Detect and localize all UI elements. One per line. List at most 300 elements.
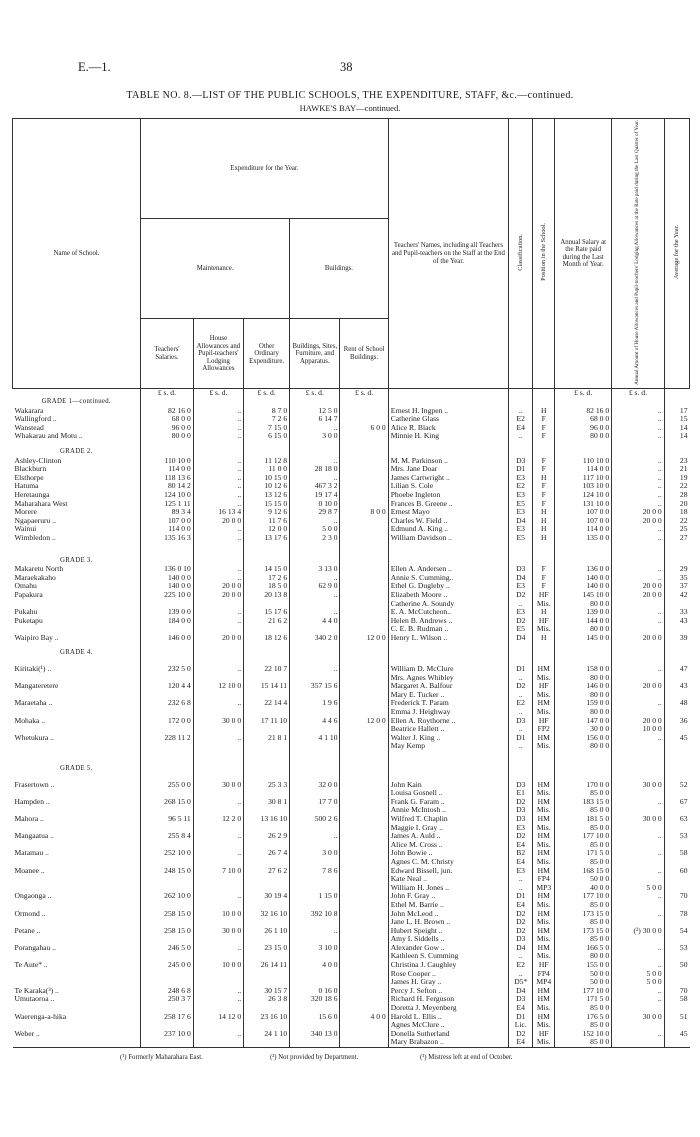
page-number: 38 bbox=[340, 60, 353, 74]
buildings-expenditure: 3 10 0 bbox=[290, 944, 340, 953]
teacher-name: Catherine A. Soundy bbox=[388, 600, 508, 609]
annual-salary: 145 10 0 bbox=[555, 591, 612, 600]
position: Mis. bbox=[533, 789, 555, 798]
school-name bbox=[13, 1021, 141, 1030]
buildings-expenditure: 15 6 0 bbox=[290, 1013, 340, 1022]
average-attendance: 52 bbox=[664, 781, 689, 790]
other-expenditure bbox=[244, 884, 290, 893]
school-row bbox=[13, 944, 690, 953]
house-allowance: .. bbox=[193, 457, 243, 466]
annual-allowance: 30 0 0 bbox=[612, 1013, 665, 1022]
position: F bbox=[533, 582, 555, 591]
school-name bbox=[13, 742, 141, 751]
annual-allowance: .. bbox=[612, 665, 665, 674]
salaries bbox=[141, 952, 194, 961]
annual-salary: 159 0 0 bbox=[555, 699, 612, 708]
classification: D2 bbox=[509, 910, 533, 919]
other-expenditure bbox=[244, 858, 290, 867]
position: HF bbox=[533, 717, 555, 726]
teacher-name: Lilian S. Cole bbox=[388, 482, 508, 491]
school-name bbox=[13, 708, 141, 717]
house-allowance bbox=[193, 858, 243, 867]
buildings-expenditure: .. bbox=[290, 608, 340, 617]
spacer-row bbox=[13, 642, 690, 649]
other-expenditure bbox=[244, 824, 290, 833]
school-name: Maharahara West bbox=[14, 499, 68, 508]
annual-allowance: 5 0 0 bbox=[612, 970, 665, 979]
col-rent: Rent of School Buildings. bbox=[340, 319, 388, 389]
teacher-name: William D. McClure bbox=[388, 665, 508, 674]
classification: D2 bbox=[509, 1030, 533, 1039]
average-attendance bbox=[664, 858, 689, 867]
school-name bbox=[13, 884, 141, 893]
house-allowance bbox=[193, 875, 243, 884]
teacher-name: Walter J. King .. bbox=[388, 734, 508, 743]
rent bbox=[340, 482, 388, 491]
buildings-expenditure: 1 9 6 bbox=[290, 699, 340, 708]
grade-heading: GRADE 4. bbox=[60, 649, 93, 657]
annual-salary: 177 10 0 bbox=[555, 987, 612, 996]
annual-allowance: .. bbox=[612, 892, 665, 901]
school-name: Blackburn bbox=[14, 465, 47, 474]
classification: D2 bbox=[509, 798, 533, 807]
school-row bbox=[13, 465, 690, 474]
average-attendance: 35 bbox=[664, 574, 689, 583]
salaries bbox=[141, 858, 194, 867]
other-expenditure: 15 17 6 bbox=[244, 608, 290, 617]
buildings-expenditure bbox=[290, 625, 340, 634]
average-attendance bbox=[664, 625, 689, 634]
school-row bbox=[13, 832, 690, 841]
average-attendance: 51 bbox=[664, 1013, 689, 1022]
buildings-expenditure: 500 2 6 bbox=[290, 815, 340, 824]
house-allowance: .. bbox=[193, 987, 243, 996]
salaries: 124 10 0 bbox=[141, 491, 194, 500]
other-expenditure: 13 17 6 bbox=[244, 534, 290, 543]
salaries: 139 0 0 bbox=[141, 608, 194, 617]
annual-allowance bbox=[612, 901, 665, 910]
position: H bbox=[533, 517, 555, 526]
school-row bbox=[13, 927, 690, 936]
salaries bbox=[141, 674, 194, 683]
position: F bbox=[533, 424, 555, 433]
other-expenditure: 24 1 10 bbox=[244, 1030, 290, 1039]
annual-salary: 135 0 0 bbox=[555, 534, 612, 543]
rent bbox=[340, 841, 388, 850]
salaries bbox=[141, 625, 194, 634]
house-allowance: .. bbox=[193, 892, 243, 901]
school-row bbox=[13, 682, 690, 691]
buildings-expenditure: 19 17 4 bbox=[290, 491, 340, 500]
school-name: Kiritaki(¹) .. bbox=[14, 665, 52, 674]
classification: D3 bbox=[509, 815, 533, 824]
annual-allowance: .. bbox=[612, 465, 665, 474]
annual-salary: 50 0 0 bbox=[555, 978, 612, 987]
buildings-expenditure: 392 10 8 bbox=[290, 910, 340, 919]
annual-salary: 80 0 0 bbox=[555, 600, 612, 609]
other-expenditure: 14 15 0 bbox=[244, 565, 290, 574]
buildings-expenditure bbox=[290, 789, 340, 798]
school-name: Maraetaha .. bbox=[14, 699, 53, 708]
annual-allowance: 20 0 0 bbox=[612, 517, 665, 526]
annual-salary: 85 0 0 bbox=[555, 789, 612, 798]
buildings-expenditure: 1 15 0 bbox=[290, 892, 340, 901]
house-allowance bbox=[193, 884, 243, 893]
average-attendance: 23 bbox=[664, 457, 689, 466]
rent bbox=[340, 875, 388, 884]
teacher-name: Mary E. Tucker .. bbox=[388, 691, 508, 700]
buildings-expenditure: 6 14 7 bbox=[290, 415, 340, 424]
teacher-name: John McLeod .. bbox=[388, 910, 508, 919]
average-attendance bbox=[664, 1038, 689, 1047]
school-name: Mohaka .. bbox=[14, 716, 46, 725]
buildings-expenditure: .. bbox=[290, 832, 340, 841]
buildings-expenditure bbox=[290, 858, 340, 867]
annual-allowance bbox=[612, 806, 665, 815]
school-row bbox=[13, 474, 690, 483]
house-allowance: .. bbox=[193, 474, 243, 483]
teacher-name: Edmund A. King .. bbox=[388, 525, 508, 534]
house-allowance bbox=[193, 918, 243, 927]
salaries bbox=[141, 884, 194, 893]
teacher-name: John F. Gray .. bbox=[388, 892, 508, 901]
annual-allowance: .. bbox=[612, 491, 665, 500]
annual-salary: 85 0 0 bbox=[555, 901, 612, 910]
average-attendance: 50 bbox=[664, 961, 689, 970]
annual-allowance bbox=[612, 600, 665, 609]
other-expenditure: 7 2 6 bbox=[244, 415, 290, 424]
annual-salary: 170 0 0 bbox=[555, 781, 612, 790]
school-row bbox=[13, 995, 690, 1004]
school-name bbox=[13, 901, 141, 910]
house-allowance bbox=[193, 674, 243, 683]
average-attendance: 22 bbox=[664, 517, 689, 526]
buildings-expenditure: 3 0 0 bbox=[290, 849, 340, 858]
salaries bbox=[141, 970, 194, 979]
other-expenditure: 6 15 0 bbox=[244, 432, 290, 441]
classification: E5 bbox=[509, 500, 533, 509]
house-allowance: 14 12 0 bbox=[193, 1013, 243, 1022]
average-attendance bbox=[664, 875, 689, 884]
rent bbox=[340, 565, 388, 574]
classification: E3 bbox=[509, 525, 533, 534]
annual-salary: 114 0 0 bbox=[555, 465, 612, 474]
position: H bbox=[533, 508, 555, 517]
school-row bbox=[13, 491, 690, 500]
rent bbox=[340, 682, 388, 691]
school-name: Waipiro Bay .. bbox=[14, 633, 59, 642]
rent bbox=[340, 582, 388, 591]
other-expenditure: 26 2 9 bbox=[244, 832, 290, 841]
other-expenditure: 27 6 2 bbox=[244, 867, 290, 876]
school-name: Wainui bbox=[14, 525, 37, 534]
average-attendance bbox=[664, 884, 689, 893]
house-allowance bbox=[193, 1004, 243, 1013]
rent bbox=[340, 987, 388, 996]
position: HM bbox=[533, 781, 555, 790]
annual-allowance: .. bbox=[612, 608, 665, 617]
average-attendance: 17 bbox=[664, 407, 689, 416]
salaries: 225 10 0 bbox=[141, 591, 194, 600]
rent bbox=[340, 935, 388, 944]
buildings-expenditure bbox=[290, 708, 340, 717]
teacher-name: John Bowie .. bbox=[388, 849, 508, 858]
currency-label: £ s. d. bbox=[141, 389, 194, 398]
house-allowance bbox=[193, 708, 243, 717]
buildings-expenditure bbox=[290, 901, 340, 910]
rent bbox=[340, 884, 388, 893]
school-name bbox=[13, 674, 141, 683]
classification: D1 bbox=[509, 892, 533, 901]
other-expenditure bbox=[244, 952, 290, 961]
annual-salary: 145 0 0 bbox=[555, 634, 612, 643]
buildings-expenditure bbox=[290, 918, 340, 927]
classification: D3 bbox=[509, 781, 533, 790]
spacer-row bbox=[13, 758, 690, 765]
salaries bbox=[141, 935, 194, 944]
classification: E3 bbox=[509, 508, 533, 517]
school-name: Porangahau .. bbox=[14, 943, 57, 952]
annual-salary: 40 0 0 bbox=[555, 884, 612, 893]
classification: E5 bbox=[509, 625, 533, 634]
other-expenditure: 26 14 11 bbox=[244, 961, 290, 970]
rent bbox=[340, 978, 388, 987]
annual-salary: 173 15 0 bbox=[555, 927, 612, 936]
average-attendance: 42 bbox=[664, 591, 689, 600]
teacher-name: M. M. Parkinson .. bbox=[388, 457, 508, 466]
col-annual-allowances: Annual Amount of House Allowances and Pupil-teachers' Lodging Allowances at the Rate paid during the Last Quarter of Year. bbox=[612, 119, 665, 389]
rent bbox=[340, 789, 388, 798]
classification: D1 bbox=[509, 734, 533, 743]
classification: E3 bbox=[509, 608, 533, 617]
buildings-expenditure bbox=[290, 875, 340, 884]
annual-salary: 50 0 0 bbox=[555, 875, 612, 884]
buildings-expenditure: .. bbox=[290, 517, 340, 526]
other-expenditure bbox=[244, 725, 290, 734]
annual-salary: 85 0 0 bbox=[555, 806, 612, 815]
school-name: Te Karaka(³) .. bbox=[14, 986, 59, 995]
annual-allowance: .. bbox=[612, 987, 665, 996]
annual-allowance: .. bbox=[612, 525, 665, 534]
currency-label: £ s. d. bbox=[290, 389, 340, 398]
salaries bbox=[141, 824, 194, 833]
col-other-expenditure: Other Ordinary Expenditure. bbox=[244, 319, 290, 389]
currency-row bbox=[13, 389, 690, 398]
annual-allowance bbox=[612, 841, 665, 850]
buildings-expenditure: 320 18 6 bbox=[290, 995, 340, 1004]
salaries: 255 0 0 bbox=[141, 781, 194, 790]
average-attendance: 67 bbox=[664, 798, 689, 807]
school-row bbox=[13, 901, 690, 910]
house-allowance: .. bbox=[193, 565, 243, 574]
other-expenditure: 18 12 6 bbox=[244, 634, 290, 643]
annual-allowance: .. bbox=[612, 995, 665, 1004]
annual-salary: 158 0 0 bbox=[555, 665, 612, 674]
school-row bbox=[13, 789, 690, 798]
classification: E3 bbox=[509, 474, 533, 483]
classification: D3 bbox=[509, 806, 533, 815]
salaries: 250 3 7 bbox=[141, 995, 194, 1004]
school-row bbox=[13, 734, 690, 743]
school-row bbox=[13, 824, 690, 833]
average-attendance: 28 bbox=[664, 491, 689, 500]
position: Mis. bbox=[533, 841, 555, 850]
house-allowance: .. bbox=[193, 1030, 243, 1039]
school-row bbox=[13, 574, 690, 583]
classification: D1 bbox=[509, 665, 533, 674]
col-maintenance: Maintenance. bbox=[141, 219, 290, 319]
school-name: Hatuma bbox=[14, 482, 39, 491]
school-name: Matamau .. bbox=[14, 849, 49, 858]
salaries: 82 16 0 bbox=[141, 407, 194, 416]
school-name: Umutaoroa .. bbox=[14, 995, 55, 1004]
rent: 4 0 0 bbox=[340, 1013, 388, 1022]
salaries: 80 14 2 bbox=[141, 482, 194, 491]
buildings-expenditure: .. bbox=[290, 591, 340, 600]
other-expenditure bbox=[244, 1021, 290, 1030]
position: Mis. bbox=[533, 1021, 555, 1030]
classification: D2 bbox=[509, 591, 533, 600]
position: FP4 bbox=[533, 970, 555, 979]
annual-allowance: 30 0 0 bbox=[612, 781, 665, 790]
school-row bbox=[13, 432, 690, 441]
school-name: Waerenga-a-hika bbox=[14, 1012, 67, 1021]
other-expenditure: 25 3 3 bbox=[244, 781, 290, 790]
annual-salary: 140 0 0 bbox=[555, 574, 612, 583]
house-allowance: .. bbox=[193, 734, 243, 743]
col-salaries: Teachers' Salaries. bbox=[141, 319, 194, 389]
annual-salary: 117 10 0 bbox=[555, 474, 612, 483]
other-expenditure: 8 7 0 bbox=[244, 407, 290, 416]
annual-salary: 85 0 0 bbox=[555, 841, 612, 850]
classification: E3 bbox=[509, 867, 533, 876]
classification: D2 bbox=[509, 832, 533, 841]
average-attendance: 25 bbox=[664, 525, 689, 534]
house-allowance: .. bbox=[193, 849, 243, 858]
average-attendance: 43 bbox=[664, 682, 689, 691]
buildings-expenditure bbox=[290, 884, 340, 893]
rent bbox=[340, 457, 388, 466]
school-name bbox=[13, 691, 141, 700]
house-allowance: .. bbox=[193, 832, 243, 841]
other-expenditure: 21 6 2 bbox=[244, 617, 290, 626]
spacer-row bbox=[13, 658, 690, 665]
house-allowance: .. bbox=[193, 534, 243, 543]
other-expenditure: 21 8 1 bbox=[244, 734, 290, 743]
school-row bbox=[13, 582, 690, 591]
position: Mis. bbox=[533, 918, 555, 927]
average-attendance: 33 bbox=[664, 608, 689, 617]
teacher-name: William Davidson .. bbox=[388, 534, 508, 543]
house-allowance: 7 10 0 bbox=[193, 867, 243, 876]
buildings-expenditure: .. bbox=[290, 574, 340, 583]
salaries bbox=[141, 1021, 194, 1030]
school-row bbox=[13, 565, 690, 574]
other-expenditure: 15 15 0 bbox=[244, 500, 290, 509]
annual-salary: 183 15 0 bbox=[555, 798, 612, 807]
house-allowance bbox=[193, 742, 243, 751]
teacher-name: Donella Sutherland bbox=[388, 1030, 508, 1039]
position: Mis. bbox=[533, 742, 555, 751]
house-allowance bbox=[193, 901, 243, 910]
classification: D3 bbox=[509, 935, 533, 944]
house-allowance: 30 0 0 bbox=[193, 717, 243, 726]
buildings-expenditure bbox=[290, 1021, 340, 1030]
position: Mis. bbox=[533, 1038, 555, 1047]
position: HM bbox=[533, 734, 555, 743]
currency-label: £ s. d. bbox=[340, 389, 388, 398]
salaries bbox=[141, 901, 194, 910]
classification: E4 bbox=[509, 858, 533, 867]
average-attendance bbox=[664, 901, 689, 910]
average-attendance bbox=[664, 725, 689, 734]
annual-allowance: .. bbox=[612, 734, 665, 743]
house-allowance bbox=[193, 970, 243, 979]
average-attendance: 45 bbox=[664, 1030, 689, 1039]
salaries: 140 0 0 bbox=[141, 582, 194, 591]
annual-salary: 124 10 0 bbox=[555, 491, 612, 500]
classification: .. bbox=[509, 708, 533, 717]
annual-salary: 146 0 0 bbox=[555, 682, 612, 691]
teacher-name: Percy J. Sefton .. bbox=[388, 987, 508, 996]
buildings-expenditure: .. bbox=[290, 927, 340, 936]
school-row bbox=[13, 867, 690, 876]
buildings-expenditure: 340 13 0 bbox=[290, 1030, 340, 1039]
classification: D5* bbox=[509, 978, 533, 987]
school-row bbox=[13, 407, 690, 416]
grade-heading: GRADE 3. bbox=[60, 556, 93, 564]
annual-salary: 85 0 0 bbox=[555, 1038, 612, 1047]
house-allowance: 12 2 0 bbox=[193, 815, 243, 824]
teacher-name: Hubert Speight .. bbox=[388, 927, 508, 936]
document-code: E.—1. bbox=[78, 60, 111, 74]
annual-salary: 140 0 0 bbox=[555, 582, 612, 591]
school-name: Weber .. bbox=[14, 1029, 40, 1038]
school-row bbox=[13, 1030, 690, 1039]
position: H bbox=[533, 608, 555, 617]
spacer-row bbox=[13, 774, 690, 781]
salaries bbox=[141, 978, 194, 987]
other-expenditure bbox=[244, 901, 290, 910]
classification: D2 bbox=[509, 918, 533, 927]
annual-salary: 177 10 0 bbox=[555, 892, 612, 901]
average-attendance bbox=[664, 918, 689, 927]
buildings-expenditure bbox=[290, 1004, 340, 1013]
buildings-expenditure: 28 18 0 bbox=[290, 465, 340, 474]
annual-allowance bbox=[612, 935, 665, 944]
buildings-expenditure bbox=[290, 691, 340, 700]
position: HM bbox=[533, 798, 555, 807]
annual-allowance: .. bbox=[612, 849, 665, 858]
buildings-expenditure bbox=[290, 725, 340, 734]
school-name: Wimbledon .. bbox=[14, 533, 56, 542]
other-expenditure: 30 8 1 bbox=[244, 798, 290, 807]
other-expenditure: 22 14 4 bbox=[244, 699, 290, 708]
school-row bbox=[13, 424, 690, 433]
annual-salary: 171 5 0 bbox=[555, 849, 612, 858]
buildings-expenditure: 467 3 2 bbox=[290, 482, 340, 491]
teacher-name: James H. Gray .. bbox=[388, 978, 508, 987]
other-expenditure: 12 0 0 bbox=[244, 525, 290, 534]
annual-allowance: .. bbox=[612, 424, 665, 433]
average-attendance bbox=[664, 935, 689, 944]
salaries: 262 10 0 bbox=[141, 892, 194, 901]
rent bbox=[340, 1030, 388, 1039]
other-expenditure bbox=[244, 600, 290, 609]
position: MP4 bbox=[533, 978, 555, 987]
house-allowance: .. bbox=[193, 424, 243, 433]
spacer-row bbox=[13, 751, 690, 758]
